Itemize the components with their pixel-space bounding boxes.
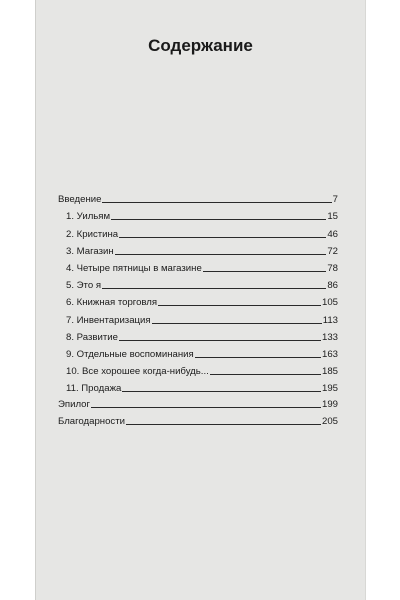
toc-entry-chapter-4 [58, 257, 338, 274]
toc-leader-line [102, 288, 326, 289]
toc-leader-line [119, 340, 321, 341]
toc-entry-page: 7 [332, 194, 338, 206]
toc-entry-chapter-9 [58, 343, 338, 360]
book-page [35, 0, 366, 600]
toc-leader-line [119, 237, 326, 238]
toc-entry-page: 72 [327, 245, 338, 257]
toc-entry-page: 105 [321, 297, 338, 309]
toc-entry-label: 5. Это я [66, 280, 102, 292]
toc-entry-chapter-6 [58, 291, 338, 308]
page-title: Содержание [148, 36, 253, 55]
toc-entry-page: 15 [327, 211, 338, 223]
toc-entry-chapter-7 [58, 308, 338, 325]
toc-leader-line [111, 219, 326, 220]
toc-entry-page: 113 [322, 314, 338, 326]
toc-entry-page: 133 [321, 331, 338, 343]
toc-leader-line [102, 202, 331, 203]
toc-entry-chapter-5 [58, 274, 338, 291]
toc-entry-label: 4. Четыре пятницы в магазине [66, 262, 202, 274]
toc-entry-page: 86 [327, 280, 338, 292]
toc-leader-line [158, 305, 321, 306]
toc-entry-chapter-3 [58, 240, 338, 257]
toc-entry-label: 11. Продажа [66, 383, 122, 395]
toc-entry-label: 10. Все хорошее когда-нибудь... [66, 366, 209, 378]
toc-entry-label: 8. Развитие [66, 331, 118, 343]
toc-leader-line [115, 254, 327, 255]
toc-entry-page: 163 [321, 348, 338, 360]
toc-entry-page: 185 [321, 366, 338, 378]
toc-entry-label: 6. Книжная торговля [66, 297, 158, 309]
toc-entry-introduction [58, 188, 338, 205]
toc-leader-line [152, 323, 322, 324]
toc-entry-label: 9. Отдельные воспоминания [66, 348, 194, 360]
toc-leader-line [126, 424, 321, 425]
toc-entry-chapter-11 [58, 377, 338, 394]
toc-entry-epilogue [58, 393, 338, 410]
toc-entry-chapter-8 [58, 326, 338, 343]
toc-leader-line [195, 357, 321, 358]
toc-back-matter-list [58, 393, 338, 427]
toc-entry-page: 199 [321, 399, 338, 411]
toc-leader-line [210, 374, 321, 375]
toc-entry-label: Введение [58, 194, 102, 206]
toc-leader-line [91, 407, 321, 408]
toc-entry-label: Благодарности [58, 416, 125, 428]
toc-main-list [58, 188, 338, 394]
toc-entry-page: 205 [321, 416, 338, 428]
toc-entry-page: 46 [327, 228, 338, 240]
toc-entry-label: 2. Кристина [66, 228, 119, 240]
toc-entry-page: 78 [327, 262, 338, 274]
toc-entry-label: 3. Магазин [66, 245, 114, 257]
toc-entry-chapter-10 [58, 360, 338, 377]
toc-entry-page: 195 [321, 383, 338, 395]
toc-entry-label: 7. Инвентаризация [66, 314, 151, 326]
toc-entry-label: Эпилог [58, 399, 90, 411]
toc-entry-chapter-1 [58, 205, 338, 222]
toc-entry-label: 1. Уильям [66, 211, 111, 223]
toc-entry-chapter-2 [58, 222, 338, 239]
toc-leader-line [203, 271, 327, 272]
toc-entry-acknowledgements [58, 410, 338, 427]
